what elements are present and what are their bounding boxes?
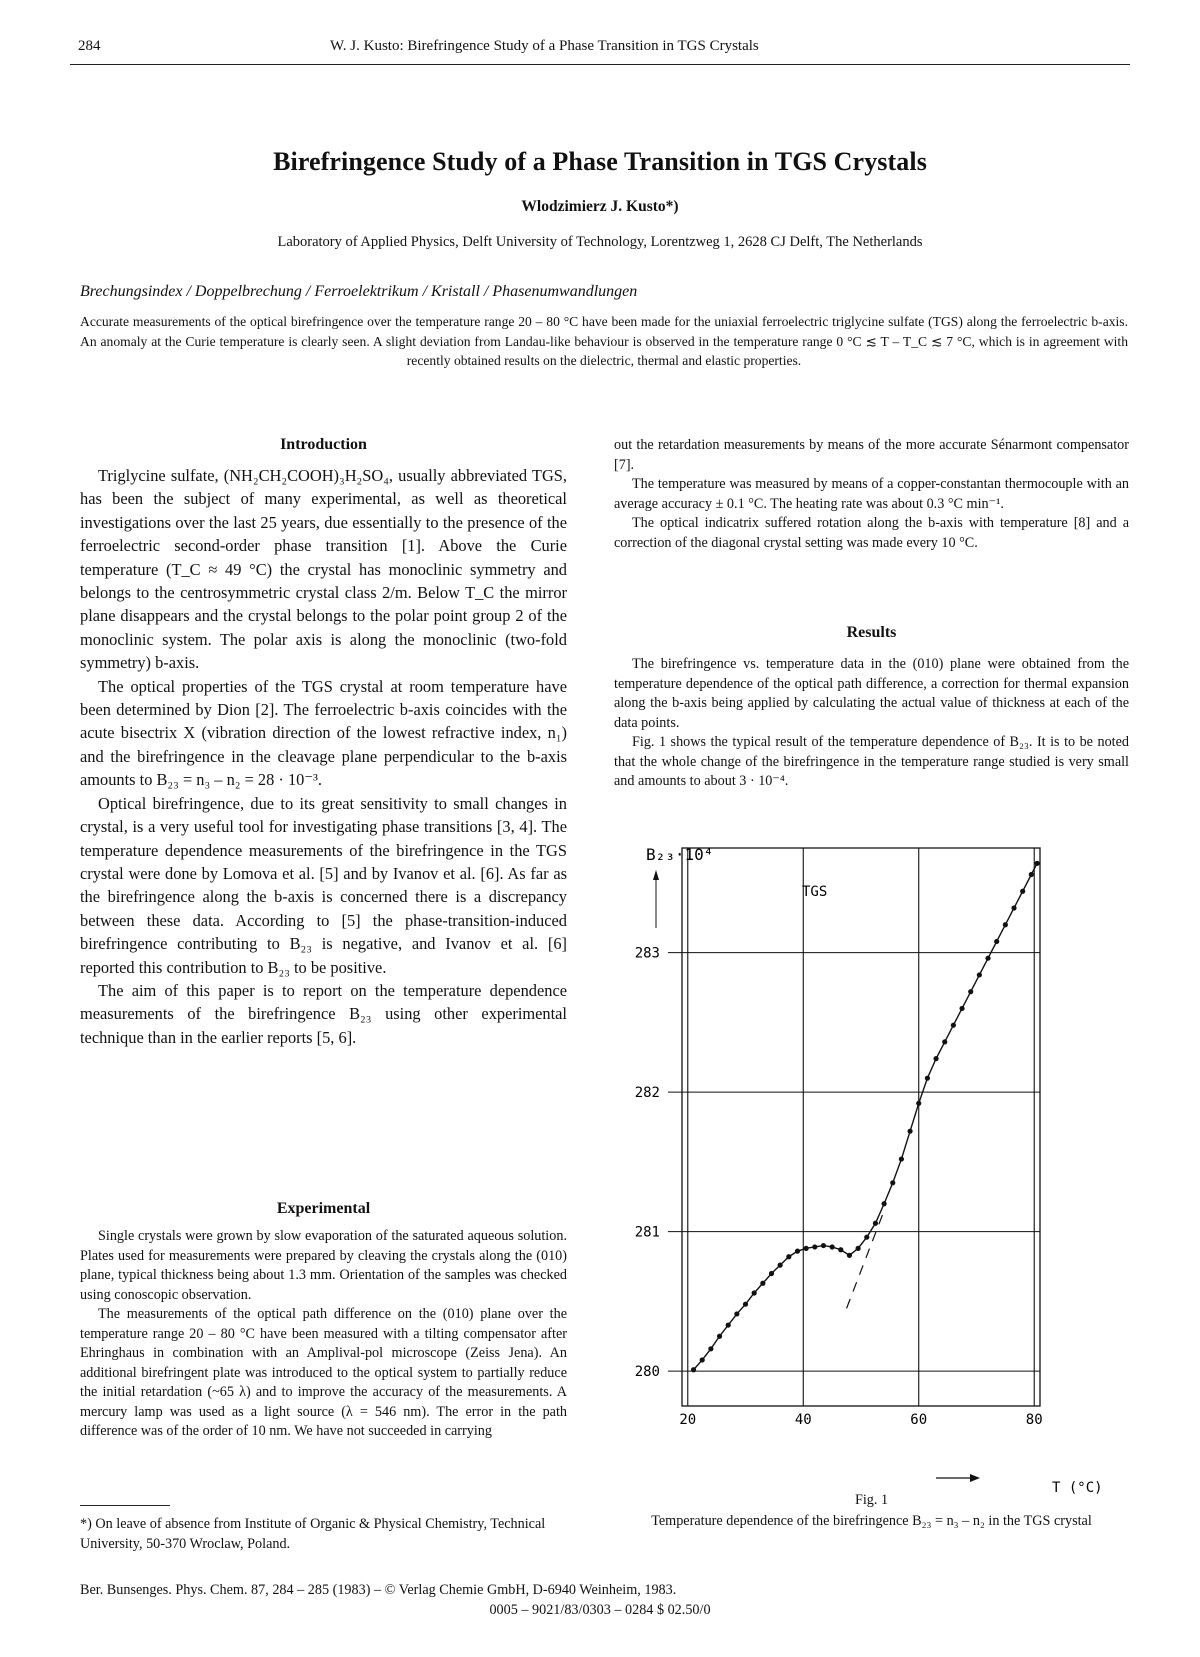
data-point bbox=[700, 1357, 705, 1362]
data-point bbox=[968, 989, 973, 994]
plot-frame bbox=[682, 848, 1040, 1406]
data-point bbox=[933, 1056, 938, 1061]
data-point bbox=[994, 939, 999, 944]
data-point bbox=[804, 1246, 809, 1251]
figure-caption: Temperature dependence of the birefringence B₂₃ = n₃ – n₂ in the TGS crystal bbox=[651, 1513, 1092, 1529]
abstract: Accurate measurements of the optical birefringence over the temperature range 20 – 80 °C have been made for the uniaxial ferroelectric triglycine sulfate (TGS) along the ferroelectric b-axis. An anomaly at the Curie temperature is clearly seen. A slight deviation from Landau-like behaviour is observed in the temperature range 0 °C ≲ T – T_C ≲ 7 °C, which is in agreement with recently obtained results on the dielectric, thermal and elastic properties. bbox=[80, 314, 1128, 368]
data-point bbox=[795, 1249, 800, 1254]
data-point bbox=[778, 1263, 783, 1268]
footer-code: 0005 – 9021/83/0303 – 0284 $ 02.50/0 bbox=[489, 1602, 711, 1618]
page-number: 284 bbox=[78, 38, 101, 54]
experimental-body bbox=[80, 1227, 567, 1442]
data-point bbox=[708, 1346, 713, 1351]
y-axis-arrow-head bbox=[653, 870, 659, 880]
experimental-continuation bbox=[614, 436, 1129, 553]
data-point bbox=[1029, 872, 1034, 877]
data-point bbox=[760, 1281, 765, 1286]
keywords: Brechungsindex / Doppelbrechung / Ferroelektrikum / Kristall / Phasenumwandlungen bbox=[80, 283, 638, 300]
paragraph: Fig. 1 shows the typical result of the temperature dependence of B₂₃. It is to be noted that the whole change of the birefringence in the temperature range studied is very small and amounts to about 3 · 10⁻⁴. bbox=[614, 734, 1129, 789]
data-point bbox=[925, 1076, 930, 1081]
data-point bbox=[916, 1101, 921, 1106]
series-line bbox=[694, 863, 1038, 1369]
data-point bbox=[821, 1243, 826, 1248]
affiliation: Laboratory of Applied Physics, Delft University of Technology, Lorentzweg 1, 2628 CJ Delft, The Netherlands bbox=[277, 234, 923, 250]
running-title: W. J. Kusto: Birefringence Study of a Phase Transition in TGS Crystals bbox=[330, 38, 759, 54]
y-axis-label: B₂₃·10⁴ bbox=[646, 845, 714, 864]
y-tick-label: 280 bbox=[634, 1364, 660, 1381]
data-point bbox=[838, 1247, 843, 1252]
paragraph: Triglycine sulfate, (NH₂CH₂COOH)₃H₂SO₄, usually abbreviated TGS, has been the subject of many experimental, as well as theoretical investigations over the last 25 years, due essentially to the presence of the ferroelectric second-order phase transition [1]. Above the Curie temperature (T_C ≈ 49 °C) the crystal has monoclinic symmetry and belongs to the centrosymmetric crystal class 2/m. Below T_C the mirror plane disappears and the crystal belongs to the polar point group 2 of the monoclinic system. The polar axis is along the monoclinic (two-fold symmetry) b-axis. bbox=[80, 466, 567, 673]
paragraph: The temperature was measured by means of a copper-constantan thermocouple with an average accuracy ± 0.1 °C. The heating rate was about 0.3 °C min⁻¹. bbox=[614, 476, 1129, 512]
footnote-rule bbox=[80, 1505, 170, 1506]
paragraph: Single crystals were grown by slow evaporation of the saturated aqueous solution. Plates used for measurements were prepared by cleaving the crystals along the (010) plane, typical thickness being about 1.3 mm. Orientation of the samples was checked using conoscopic observation. bbox=[80, 1228, 567, 1303]
paragraph: The measurements of the optical path difference on the (010) plane over the temperature range 20 – 80 °C have been measured with a tilting compensator after Ehringhaus in combination with an Amplival-pol microscope (Zeiss Jena). An additional birefringent plate was introduced to the optical system to partially reduce the initial retardation (~65 λ) and to improve the accuracy of the measurements. A mercury lamp was used as a light source (λ = 546 nm). The error in the path difference was of the order of 10 nm. We have not succeeded in carrying bbox=[80, 1306, 567, 1439]
data-point bbox=[899, 1156, 904, 1161]
data-point bbox=[856, 1246, 861, 1251]
results-body bbox=[614, 655, 1129, 792]
data-point bbox=[726, 1322, 731, 1327]
x-axis-label: T (°C) bbox=[1052, 1480, 1103, 1496]
paragraph: Optical birefringence, due to its great sensitivity to small changes in crystal, is a very useful tool for investigating phase transitions [3, 4]. The temperature dependence measurements of the birefringence in the TGS crystal were done by Lomova et al. [5] and by Ivanov et al. [6]. As far as the birefringence along the b-axis is concerned there is a discrepancy between these data. According to [5] the phase-transition-induced birefringence contributing to B₂₃ is negative, and Ivanov et al. [6] reported this contribution to B₂₃ to be positive. bbox=[80, 793, 567, 977]
data-point bbox=[847, 1253, 852, 1258]
x-tick-label: 40 bbox=[794, 1412, 812, 1428]
footer-citation: Ber. Bunsenges. Phys. Chem. 87, 284 – 285 (1983) – © Verlag Chemie GmbH, D-6940 Weinheim, 1983. bbox=[80, 1582, 677, 1598]
x-tick-label: 20 bbox=[679, 1412, 697, 1428]
data-point bbox=[977, 972, 982, 977]
data-point bbox=[985, 956, 990, 961]
paragraph: out the retardation measurements by means of the more accurate Sénarmont compensator [7]. bbox=[614, 437, 1129, 473]
x-tick-label: 60 bbox=[910, 1412, 928, 1428]
section-heading-introduction: Introduction bbox=[280, 436, 367, 453]
data-point bbox=[769, 1271, 774, 1276]
data-point bbox=[743, 1302, 748, 1307]
data-point bbox=[1035, 861, 1040, 866]
data-point bbox=[691, 1367, 696, 1372]
paragraph: The aim of this paper is to report on the temperature dependence measurements of the birefringence B₂₃ using other experimental technique than in the earlier reports [5, 6]. bbox=[80, 980, 567, 1047]
data-point bbox=[942, 1039, 947, 1044]
introduction-body bbox=[80, 464, 567, 1049]
section-heading-experimental: Experimental bbox=[276, 1200, 371, 1217]
data-point bbox=[873, 1221, 878, 1226]
y-tick-label: 281 bbox=[634, 1224, 660, 1241]
paragraph: The optical indicatrix suffered rotation along the b-axis with temperature [8] and a correction of the diagonal crystal setting was made every 10 °C. bbox=[614, 515, 1129, 551]
data-point bbox=[786, 1254, 791, 1259]
figure-1-chart bbox=[634, 838, 1120, 1518]
y-tick-label: 283 bbox=[634, 945, 660, 962]
article-title: Birefringence Study of a Phase Transition in TGS Crystals bbox=[273, 147, 927, 176]
data-point bbox=[864, 1235, 869, 1240]
data-point bbox=[752, 1290, 757, 1295]
section-heading-results: Results bbox=[846, 624, 897, 641]
paragraph: The optical properties of the TGS crystal at room temperature have been determined by Dion [2]. The ferroelectric b-axis coincides with the acute bisectrix X (vibration direction of the lowest refractive index, n₁) and the birefringence in the cleavage plane perpendicular to the b-axis amounts to B₂₃ = n₃ – n₂ = 28 · 10⁻³. bbox=[80, 676, 567, 790]
x-tick-label: 80 bbox=[1025, 1412, 1043, 1428]
y-tick-label: 282 bbox=[634, 1085, 660, 1102]
running-header bbox=[70, 36, 1130, 65]
figure-label: Fig. 1 bbox=[854, 1492, 889, 1508]
author: Wlodzimierz J. Kusto*) bbox=[521, 198, 679, 215]
data-point bbox=[1020, 889, 1025, 894]
data-point bbox=[890, 1180, 895, 1185]
x-axis-arrow-head bbox=[970, 1474, 980, 1482]
data-point bbox=[734, 1311, 739, 1316]
data-point bbox=[959, 1006, 964, 1011]
data-point bbox=[812, 1244, 817, 1249]
data-point bbox=[951, 1023, 956, 1028]
paragraph: The birefringence vs. temperature data in the (010) plane were obtained from the temperature dependence of the optical path difference, a correction for thermal expansion along the b-axis being applied by calculating the actual value of thickness at each of the data points. bbox=[614, 656, 1129, 731]
footnote: *) On leave of absence from Institute of Organic & Physical Chemistry, Technical University, 50-370 Wroclaw, Poland. bbox=[80, 1516, 546, 1552]
data-point bbox=[907, 1129, 912, 1134]
data-point bbox=[830, 1244, 835, 1249]
data-point bbox=[1011, 905, 1016, 910]
chart-annotation: TGS bbox=[802, 884, 828, 900]
data-point bbox=[881, 1201, 886, 1206]
extrapolation-line bbox=[847, 1211, 885, 1309]
data-point bbox=[717, 1334, 722, 1339]
data-point bbox=[1003, 922, 1008, 927]
